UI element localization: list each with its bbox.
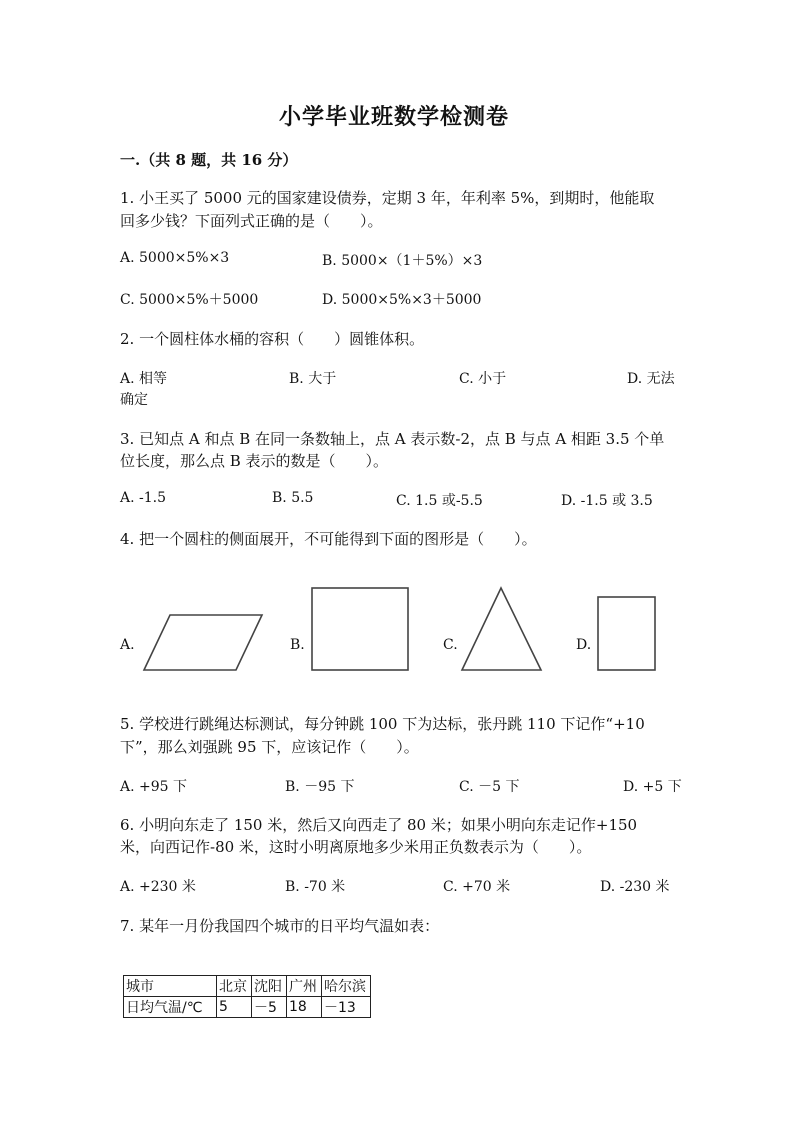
question-6-line-2: 米，向西记作-80 米，这时小明离原地多少米用正负数表示为（ ）。 [120,838,592,856]
question-4-label-d: D. [576,637,592,653]
question-1-option-b: B. 5000×（1＋5%）×3 [322,253,483,269]
question-2-option-b: B. 大于 [289,371,337,387]
question-6-option-d: D. -230 米 [600,879,670,895]
question-2-option-c: C. 小于 [459,371,507,387]
rectangle-shape [598,597,655,670]
table-cell: 哈尔滨 [322,976,371,997]
question-2-option-a: A. 相等 [120,371,168,387]
question-1-option-d: D. 5000×5%×3＋5000 [322,292,482,308]
question-3-option-d: D. -1.5 或 3.5 [561,493,653,509]
question-5-option-c: C. －5 下 [459,779,520,795]
question-3-option-c: C. 1.5 或-5.5 [396,493,483,509]
table-cell: 日均气温/℃ [124,997,217,1018]
parallelogram-shape [144,615,262,670]
table-cell: 沈阳 [252,976,287,997]
triangle-shape [462,588,541,670]
question-1-line-2: 回多少钱？下面列式正确的是（ ）。 [120,212,383,230]
question-1-line-1: 1. 小王买了 5000 元的国家建设债券，定期 3 年，年利率 5%，到期时，他能取 [120,189,655,207]
section-heading: 一.（共 8 题，共 16 分） [120,151,298,169]
question-4-label-a: A. [120,637,135,653]
question-5-option-b: B. －95 下 [285,779,355,795]
question-6-line-1: 6. 小明向东走了 150 米，然后又向西走了 80 米；如果小明向东走记作+150 [120,816,638,834]
question-5-line-1: 5. 学校进行跳绳达标测试，每分钟跳 100 下为达标，张丹跳 110 下记作“+10 [120,715,645,733]
question-5-line-2: 下”，那么刘强跳 95 下，应该记作（ ）。 [120,738,419,756]
table-cell: －13 [322,997,371,1018]
question-2-line-1: 2. 一个圆柱体水桶的容积（ ）圆锥体积。 [120,330,425,348]
table-header-row [124,976,371,997]
question-3-line-2: 位长度，那么点 B 表示的数是（ ）。 [120,452,389,470]
question-2-option-d: D. 无法 [627,371,675,387]
table-cell: －5 [252,997,287,1018]
question-3-line-1: 3. 已知点 A 和点 B 在同一条数轴上，点 A 表示数-2，点 B 与点 A 相距 3.5 个单 [120,430,665,448]
table-row [124,997,371,1018]
question-5-option-d: D. +5 下 [623,779,682,795]
table-cell: 5 [217,997,252,1018]
question-1-option-c: C. 5000×5%＋5000 [120,292,259,308]
question-1-option-a: A. 5000×5%×3 [120,250,230,266]
page-title: 小学毕业班数学检测卷 [279,104,510,130]
question-6-option-c: C. +70 米 [443,879,511,895]
question-2-option-d-wrap: 确定 [120,392,148,408]
question-7-line-1: 7. 某年一月份我国四个城市的日平均气温如表： [120,917,440,935]
table-cell: 广州 [287,976,322,997]
question-4-line-1: 4. 把一个圆柱的侧面展开，不可能得到下面的图形是（ ）。 [120,530,537,548]
question-6-option-b: B. -70 米 [285,879,346,895]
question-5-option-a: A. +95 下 [120,779,188,795]
square-shape [312,588,408,670]
question-4-label-b: B. [290,637,305,653]
temperature-table [123,975,371,1018]
table-cell: 北京 [217,976,252,997]
table-cell: 18 [287,997,322,1018]
question-3-option-a: A. -1.5 [120,490,167,506]
question-3-option-b: B. 5.5 [272,490,314,506]
question-6-option-a: A. +230 米 [120,879,196,895]
question-4-label-c: C. [443,637,458,653]
table-cell: 城市 [124,976,217,997]
